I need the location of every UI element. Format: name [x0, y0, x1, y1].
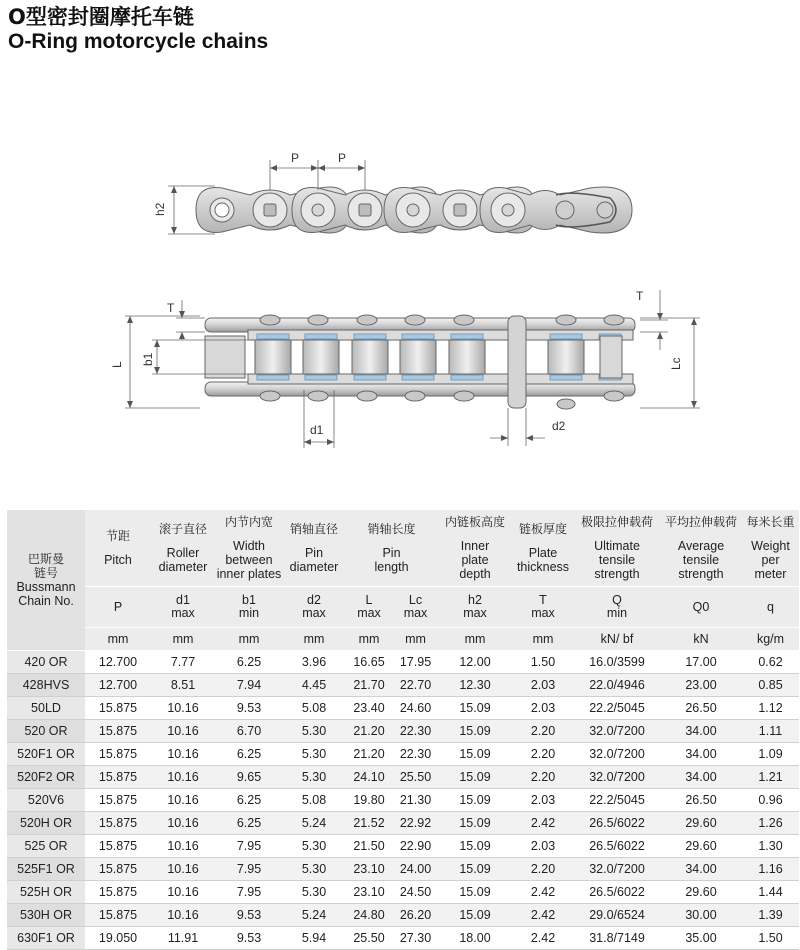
table-row — [7, 881, 799, 904]
table-cell: 10.16 — [151, 697, 215, 720]
table-cell: 21.52 — [345, 812, 393, 835]
table-cell: 29.0/6524 — [574, 904, 660, 927]
header-chain-no-en1: Bussmann — [16, 580, 76, 594]
header-symbol-line: max — [171, 606, 195, 620]
table-cell: 1.44 — [742, 881, 799, 904]
header-symbol — [345, 587, 393, 628]
table-cell: 27.30 — [393, 927, 438, 950]
table-cell: 29.60 — [660, 835, 742, 858]
table-cell: 5.08 — [283, 697, 345, 720]
table-cell: 22.0/4946 — [574, 674, 660, 697]
table-cell: 10.16 — [151, 835, 215, 858]
table-cell: 10.16 — [151, 766, 215, 789]
table-cell: 23.10 — [345, 858, 393, 881]
table-row — [7, 858, 799, 881]
header-symbol-line: min — [606, 606, 628, 620]
table-cell: 24.60 — [393, 697, 438, 720]
header-symbol-line: min — [238, 606, 260, 620]
header-group-en: Weight — [751, 539, 790, 553]
header-group — [85, 510, 151, 587]
header-group-en: Pitch — [104, 553, 132, 567]
table-cell: 34.00 — [660, 766, 742, 789]
table-cell: 24.10 — [345, 766, 393, 789]
table-cell: 15.09 — [438, 858, 512, 881]
table-cell: 1.30 — [742, 835, 799, 858]
table-cell: 29.60 — [660, 881, 742, 904]
header-symbol-line: Q0 — [692, 599, 710, 614]
header-symbol — [215, 587, 283, 628]
header-unit: mm — [438, 628, 512, 651]
table-row — [7, 927, 799, 950]
table-cell: 5.24 — [283, 812, 345, 835]
table-cell: 6.25 — [215, 812, 283, 835]
header-group-en: depth — [459, 567, 491, 581]
title-chinese: O型密封圈摩托车链 — [8, 5, 194, 29]
header-group — [438, 510, 512, 587]
table-cell: 15.875 — [85, 904, 151, 927]
table-cell: 26.5/6022 — [574, 835, 660, 858]
header-group-en: inner plates — [216, 567, 282, 581]
table-cell: 2.03 — [512, 789, 574, 812]
header-group-en: Inner — [460, 539, 490, 553]
table-cell: 2.03 — [512, 674, 574, 697]
header-symbol-line: Lc — [408, 593, 423, 607]
header-group-cn: 销轴长度 — [367, 522, 416, 536]
table-cell: 30.00 — [660, 904, 742, 927]
dim-label-b1: b1 — [141, 352, 155, 366]
table-cell: 5.30 — [283, 766, 345, 789]
header-symbol-line: max — [302, 606, 326, 620]
title-english: O-Ring motorcycle chains — [8, 30, 269, 53]
table-cell: 1.50 — [512, 651, 574, 674]
table-cell: 6.70 — [215, 720, 283, 743]
table-cell: 2.20 — [512, 720, 574, 743]
header-chain-no-en2: Chain No. — [18, 594, 74, 608]
table-row — [7, 697, 799, 720]
table-cell: 26.5/6022 — [574, 881, 660, 904]
table-cell: 10.16 — [151, 904, 215, 927]
header-group-en: Ultimate — [594, 539, 640, 553]
dim-label-pitch-1: P — [291, 151, 300, 165]
table-cell: 26.50 — [660, 789, 742, 812]
header-group-en: Pin — [304, 546, 324, 560]
table-cell: 9.53 — [215, 927, 283, 950]
dim-label-L: L — [110, 361, 124, 368]
table-cell: 2.20 — [512, 858, 574, 881]
table-cell: 0.85 — [742, 674, 799, 697]
table-cell: 10.16 — [151, 812, 215, 835]
header-group-en: thickness — [516, 560, 570, 574]
chain-model-cell: 520F2 OR — [7, 766, 85, 789]
header-group-en: per — [761, 553, 780, 567]
header-chain-no-cn2: 链号 — [33, 566, 58, 580]
header-symbol — [742, 587, 799, 628]
header-unit: mm — [283, 628, 345, 651]
table-cell: 10.16 — [151, 789, 215, 812]
dim-label-t-left: T — [167, 301, 175, 315]
table-cell: 1.26 — [742, 812, 799, 835]
header-group — [574, 510, 660, 587]
table-cell: 22.2/5045 — [574, 697, 660, 720]
header-unit: mm — [345, 628, 393, 651]
chain-model-cell: 520V6 — [7, 789, 85, 812]
table-cell: 34.00 — [660, 743, 742, 766]
header-unit: kN/ bf — [574, 628, 660, 651]
table-cell: 15.875 — [85, 697, 151, 720]
chain-model-cell: 520 OR — [7, 720, 85, 743]
table-cell: 15.875 — [85, 835, 151, 858]
table-cell: 32.0/7200 — [574, 720, 660, 743]
table-cell: 21.30 — [393, 789, 438, 812]
header-group-en: tensile — [682, 553, 720, 567]
chain-top-view — [205, 315, 635, 409]
table-cell: 26.5/6022 — [574, 812, 660, 835]
chain-model-cell: 420 OR — [7, 651, 85, 674]
table-cell: 12.30 — [438, 674, 512, 697]
table-cell: 15.09 — [438, 835, 512, 858]
table-cell: 9.53 — [215, 697, 283, 720]
table-cell: 10.16 — [151, 881, 215, 904]
table-cell: 6.25 — [215, 651, 283, 674]
header-group-en: tensile — [598, 553, 636, 567]
dim-label-pitch-2: P — [338, 151, 347, 165]
table-cell: 21.20 — [345, 720, 393, 743]
header-group — [151, 510, 215, 587]
table-cell: 2.03 — [512, 835, 574, 858]
table-cell: 21.20 — [345, 743, 393, 766]
table-cell: 2.42 — [512, 812, 574, 835]
table-cell: 35.00 — [660, 927, 742, 950]
dim-label-d1: d1 — [310, 423, 324, 437]
table-cell: 19.80 — [345, 789, 393, 812]
table-cell: 10.16 — [151, 858, 215, 881]
table-cell: 15.09 — [438, 789, 512, 812]
table-cell: 24.80 — [345, 904, 393, 927]
table-cell: 2.42 — [512, 881, 574, 904]
table-cell: 1.11 — [742, 720, 799, 743]
chain-side-view — [196, 187, 632, 233]
table-cell: 1.50 — [742, 927, 799, 950]
table-cell: 5.30 — [283, 743, 345, 766]
table-cell: 15.875 — [85, 858, 151, 881]
table-cell: 6.25 — [215, 743, 283, 766]
header-group-en: Width — [233, 539, 265, 553]
table-cell: 2.42 — [512, 904, 574, 927]
header-symbol-line: max — [403, 606, 428, 620]
table-row — [7, 720, 799, 743]
table-cell: 5.30 — [283, 881, 345, 904]
table-row — [7, 812, 799, 835]
header-symbol-line: max — [531, 606, 555, 620]
chain-spec-table — [7, 510, 799, 950]
header-symbol-line: b1 — [242, 593, 256, 607]
chain-model-cell: 428HVS — [7, 674, 85, 697]
table-cell: 25.50 — [345, 927, 393, 950]
table-cell: 15.875 — [85, 812, 151, 835]
chain-model-cell: 50LD — [7, 697, 85, 720]
table-cell: 16.65 — [345, 651, 393, 674]
header-unit: mm — [151, 628, 215, 651]
header-symbol — [151, 587, 215, 628]
header-symbol — [660, 587, 742, 628]
header-symbol-line: d1 — [176, 593, 190, 607]
table-cell: 4.45 — [283, 674, 345, 697]
header-group-cn: 平均拉伸载荷 — [664, 515, 737, 529]
header-group-en: diameter — [158, 560, 208, 574]
chain-model-cell: 520F1 OR — [7, 743, 85, 766]
table-cell: 5.94 — [283, 927, 345, 950]
header-group — [283, 510, 345, 587]
table-cell: 32.0/7200 — [574, 743, 660, 766]
header-symbol-line: q — [767, 599, 774, 614]
chain-model-cell: 530H OR — [7, 904, 85, 927]
header-symbol — [283, 587, 345, 628]
table-row — [7, 766, 799, 789]
table-cell: 22.30 — [393, 720, 438, 743]
table-cell: 9.65 — [215, 766, 283, 789]
header-group-cn: 节距 — [105, 529, 130, 543]
table-cell: 10.16 — [151, 720, 215, 743]
table-cell: 12.00 — [438, 651, 512, 674]
header-symbol-line: max — [357, 606, 381, 620]
table-cell: 5.30 — [283, 858, 345, 881]
header-group-en: strength — [678, 567, 724, 581]
header-symbol — [512, 587, 574, 628]
table-cell: 7.95 — [215, 835, 283, 858]
header-group-en: diameter — [289, 560, 339, 574]
header-group — [345, 510, 438, 587]
table-cell: 29.60 — [660, 812, 742, 835]
header-unit: mm — [85, 628, 151, 651]
table-cell: 21.50 — [345, 835, 393, 858]
chain-model-cell: 520H OR — [7, 812, 85, 835]
table-cell: 31.8/7149 — [574, 927, 660, 950]
header-group-cn: 内链板高度 — [444, 515, 505, 529]
table-cell: 15.875 — [85, 743, 151, 766]
header-group — [215, 510, 283, 587]
table-cell: 16.0/3599 — [574, 651, 660, 674]
table-row — [7, 743, 799, 766]
header-unit: kg/m — [742, 628, 799, 651]
table-cell: 34.00 — [660, 720, 742, 743]
table-cell: 9.53 — [215, 904, 283, 927]
header-chain-no — [7, 510, 85, 651]
table-cell: 1.39 — [742, 904, 799, 927]
table-cell: 15.09 — [438, 697, 512, 720]
dim-label-d2: d2 — [552, 419, 566, 433]
header-symbol — [574, 587, 660, 628]
table-cell: 23.40 — [345, 697, 393, 720]
header-group — [512, 510, 574, 587]
header-symbol-line: Q — [612, 593, 622, 607]
table-cell: 15.09 — [438, 743, 512, 766]
table-cell: 3.96 — [283, 651, 345, 674]
header-group-en: plate — [461, 553, 489, 567]
chain-model-cell: 525 OR — [7, 835, 85, 858]
header-group-en: meter — [754, 567, 787, 581]
table-cell: 26.50 — [660, 697, 742, 720]
table-cell: 15.875 — [85, 720, 151, 743]
header-group-en: Average — [677, 539, 725, 553]
header-group-en: length — [374, 560, 409, 574]
table-cell: 7.95 — [215, 881, 283, 904]
table-cell: 34.00 — [660, 858, 742, 881]
table-cell: 2.20 — [512, 766, 574, 789]
table-cell: 1.09 — [742, 743, 799, 766]
table-cell: 7.77 — [151, 651, 215, 674]
table-cell: 21.70 — [345, 674, 393, 697]
table-cell: 19.050 — [85, 927, 151, 950]
header-group-en: Plate — [528, 546, 558, 560]
dim-label-h2: h2 — [153, 202, 167, 216]
table-cell: 5.30 — [283, 835, 345, 858]
table-cell: 22.90 — [393, 835, 438, 858]
table-cell: 15.09 — [438, 904, 512, 927]
table-cell: 24.00 — [393, 858, 438, 881]
table-cell: 0.62 — [742, 651, 799, 674]
header-unit: mm — [512, 628, 574, 651]
dim-label-t-right: T — [636, 289, 644, 303]
header-group — [660, 510, 742, 587]
table-cell: 23.00 — [660, 674, 742, 697]
table-row — [7, 835, 799, 858]
header-group-en: Pin — [382, 546, 401, 560]
table-cell: 32.0/7200 — [574, 858, 660, 881]
header-unit: mm — [215, 628, 283, 651]
header-symbol-line: P — [113, 599, 123, 614]
table-cell: 12.700 — [85, 651, 151, 674]
table-cell: 2.20 — [512, 743, 574, 766]
header-symbol-line: T — [539, 593, 547, 607]
header-group-en: between — [225, 553, 273, 567]
header-symbol-line: h2 — [468, 593, 482, 607]
table-cell: 2.03 — [512, 697, 574, 720]
table-cell: 17.95 — [393, 651, 438, 674]
table-cell: 15.875 — [85, 789, 151, 812]
header-symbol — [438, 587, 512, 628]
table-cell: 0.96 — [742, 789, 799, 812]
table-cell: 12.700 — [85, 674, 151, 697]
table-cell: 22.2/5045 — [574, 789, 660, 812]
header-group-cn: 每米长重 — [746, 515, 795, 529]
table-cell: 2.42 — [512, 927, 574, 950]
table-cell: 10.16 — [151, 743, 215, 766]
header-unit: kN — [660, 628, 742, 651]
table-cell: 6.25 — [215, 789, 283, 812]
table-cell: 25.50 — [393, 766, 438, 789]
header-symbol-line: max — [463, 606, 487, 620]
table-cell: 11.91 — [151, 927, 215, 950]
table-cell: 15.875 — [85, 881, 151, 904]
table-cell: 1.16 — [742, 858, 799, 881]
table-cell: 1.21 — [742, 766, 799, 789]
table-cell: 15.09 — [438, 812, 512, 835]
table-cell: 15.09 — [438, 881, 512, 904]
chain-model-cell: 525F1 OR — [7, 858, 85, 881]
table-cell: 22.30 — [393, 743, 438, 766]
dim-label-Lc: Lc — [669, 357, 683, 370]
table-cell: 15.09 — [438, 766, 512, 789]
header-group — [742, 510, 799, 587]
table-cell: 22.70 — [393, 674, 438, 697]
table-cell: 7.94 — [215, 674, 283, 697]
header-symbol — [393, 587, 438, 628]
table-cell: 22.92 — [393, 812, 438, 835]
header-unit: mm — [393, 628, 438, 651]
chain-model-cell: 525H OR — [7, 881, 85, 904]
table-cell: 7.95 — [215, 858, 283, 881]
header-group-cn: 销轴直径 — [289, 522, 338, 536]
table-cell: 15.09 — [438, 720, 512, 743]
header-symbol — [85, 587, 151, 628]
header-symbol-line: L — [365, 593, 373, 607]
table-row — [7, 651, 799, 674]
header-group-cn: 滚子直径 — [158, 522, 207, 536]
header-group-cn: 内节内宽 — [224, 515, 273, 529]
table-cell: 18.00 — [438, 927, 512, 950]
table-cell: 17.00 — [660, 651, 742, 674]
table-cell: 26.20 — [393, 904, 438, 927]
table-row — [7, 904, 799, 927]
table-cell: 5.30 — [283, 720, 345, 743]
table-cell: 24.50 — [393, 881, 438, 904]
header-group-en: strength — [594, 567, 640, 581]
table-cell: 5.24 — [283, 904, 345, 927]
header-group-cn: 极限拉伸载荷 — [580, 515, 653, 529]
table-cell: 1.12 — [742, 697, 799, 720]
table-cell: 15.875 — [85, 766, 151, 789]
table-cell: 5.08 — [283, 789, 345, 812]
header-group-cn: 链板厚度 — [518, 522, 567, 536]
table-cell: 8.51 — [151, 674, 215, 697]
table-row — [7, 674, 799, 697]
chain-model-cell: 630F1 OR — [7, 927, 85, 950]
table-cell: 23.10 — [345, 881, 393, 904]
header-symbol-line: d2 — [307, 593, 321, 607]
header-group-en: Roller — [166, 546, 200, 560]
header-chain-no-cn1: 巴斯曼 — [27, 552, 64, 566]
table-cell: 32.0/7200 — [574, 766, 660, 789]
table-row — [7, 789, 799, 812]
